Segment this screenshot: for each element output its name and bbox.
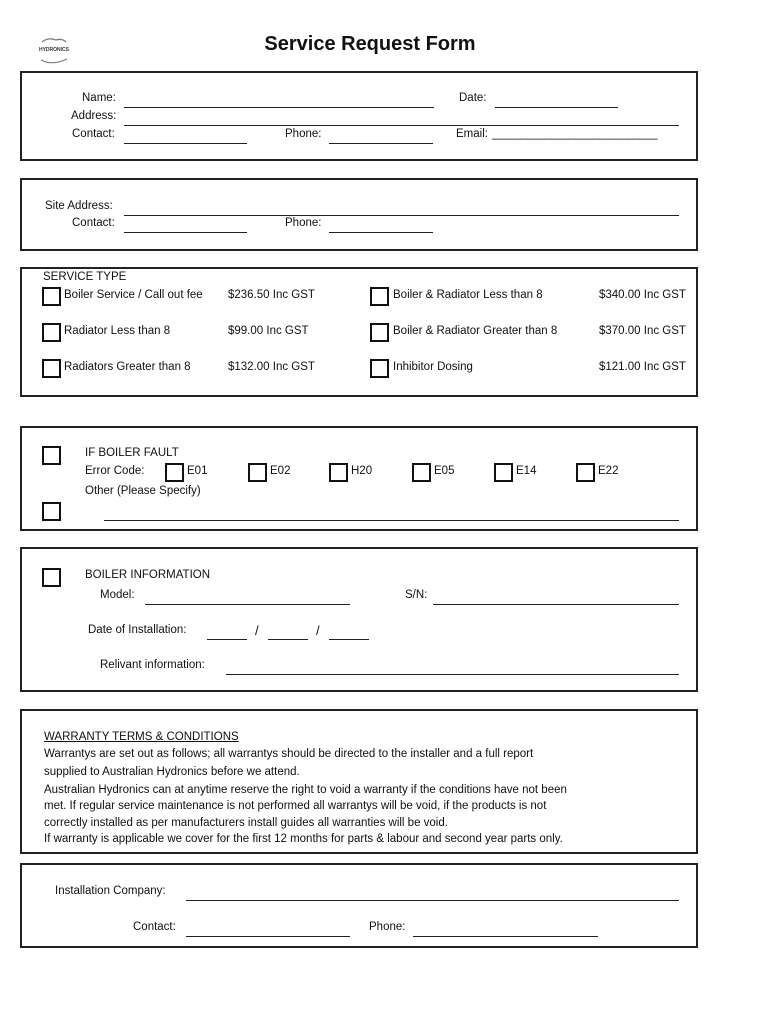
sn-field[interactable] [433, 604, 679, 605]
phone-label: Phone: [285, 128, 322, 140]
site-phone-label: Phone: [285, 217, 322, 229]
date-separator: / [316, 623, 320, 638]
error-code: E14 [516, 465, 537, 477]
email-label: Email: [456, 128, 488, 140]
service-type-heading: SERVICE TYPE [43, 271, 127, 283]
installation-company-label: Installation Company: [55, 885, 166, 897]
logo-text: HYDRONICS [38, 47, 70, 53]
contact-label: Contact: [72, 128, 115, 140]
boiler-information-section [20, 547, 698, 692]
customer-details-section [20, 71, 698, 161]
boiler-fault-section [20, 426, 698, 531]
checkbox-boiler-radiator-greater-8[interactable] [370, 323, 389, 342]
service-price: $121.00 Inc GST [599, 361, 686, 373]
install-date-label: Date of Installation: [88, 624, 187, 636]
installation-company-field[interactable] [186, 900, 679, 901]
warranty-text-line: supplied to Australian Hydronics before we attend. [44, 766, 300, 778]
service-price: $340.00 Inc GST [599, 289, 686, 301]
installer-contact-label: Contact: [133, 921, 176, 933]
warranty-text-line: met. If regular service maintenance is not performed all warrantys will be void, if the products is not [44, 800, 547, 812]
warranty-section [20, 709, 698, 854]
warranty-text-line: If warranty is applicable we cover for the first 12 months for parts & labour and second year parts only. [44, 833, 563, 845]
site-address-label: Site Address: [45, 200, 113, 212]
install-day-field[interactable] [207, 639, 247, 640]
service-price: $132.00 Inc GST [228, 361, 315, 373]
site-details-section [20, 178, 698, 251]
service-label: Radiators Greater than 8 [64, 361, 191, 373]
site-contact-label: Contact: [72, 217, 115, 229]
installer-section [20, 863, 698, 948]
site-phone-field[interactable] [329, 232, 433, 233]
service-type-section [20, 267, 698, 397]
install-month-field[interactable] [268, 639, 308, 640]
model-label: Model: [100, 589, 135, 601]
installer-contact-field[interactable] [186, 936, 350, 937]
checkbox-boiler-fault[interactable] [42, 446, 61, 465]
checkbox-code-e01[interactable] [165, 463, 184, 482]
warranty-text-line: Warrantys are set out as follows; all warrantys should be directed to the installer and a full report [44, 748, 534, 760]
phone-field[interactable] [329, 143, 433, 144]
warranty-text-line: Australian Hydronics can at anytime reserve the right to void a warranty if the conditions have not been [44, 784, 567, 796]
checkbox-boiler-service[interactable] [42, 287, 61, 306]
service-price: $370.00 Inc GST [599, 325, 686, 337]
service-price: $236.50 Inc GST [228, 289, 315, 301]
site-contact-field[interactable] [124, 232, 247, 233]
installer-phone-field[interactable] [413, 936, 598, 937]
checkbox-boiler-radiator-less-8[interactable] [370, 287, 389, 306]
checkbox-code-e02[interactable] [248, 463, 267, 482]
checkbox-inhibitor-dosing[interactable] [370, 359, 389, 378]
site-address-field[interactable] [124, 215, 679, 216]
page-title: Service Request Form [264, 33, 476, 55]
error-code: E22 [598, 465, 619, 477]
error-code-label: Error Code: [85, 465, 145, 477]
name-field[interactable] [124, 107, 434, 108]
email-field[interactable]: ____________________________ [492, 128, 658, 140]
address-label: Address: [71, 110, 117, 122]
relevant-info-field[interactable] [226, 674, 679, 675]
warranty-heading: WARRANTY TERMS & CONDITIONS [44, 731, 239, 743]
service-label: Boiler Service / Call out fee [64, 289, 203, 301]
checkbox-radiators-greater-8[interactable] [42, 359, 61, 378]
sn-label: S/N: [405, 589, 428, 601]
other-label: Other (Please Specify) [85, 485, 201, 497]
checkbox-code-e14[interactable] [494, 463, 513, 482]
model-field[interactable] [145, 604, 350, 605]
name-label: Name: [82, 92, 116, 104]
error-code: H20 [351, 465, 373, 477]
service-label: Boiler & Radiator Greater than 8 [393, 325, 558, 337]
date-field[interactable] [495, 107, 618, 108]
checkbox-boiler-information[interactable] [42, 568, 61, 587]
service-label: Boiler & Radiator Less than 8 [393, 289, 543, 301]
error-code: E05 [434, 465, 455, 477]
checkbox-code-e05[interactable] [412, 463, 431, 482]
error-code: E02 [270, 465, 291, 477]
service-label: Inhibitor Dosing [393, 361, 473, 373]
relevant-info-label: Relivant information: [100, 659, 205, 671]
date-label: Date: [459, 92, 487, 104]
checkbox-code-h20[interactable] [329, 463, 348, 482]
service-label: Radiator Less than 8 [64, 325, 171, 337]
checkbox-other[interactable] [42, 502, 61, 521]
boiler-information-heading: BOILER INFORMATION [85, 569, 211, 581]
warranty-text-line: correctly installed as per manufacturers install guides all warranties will be void. [44, 817, 448, 829]
contact-field[interactable] [124, 143, 247, 144]
service-price: $99.00 Inc GST [228, 325, 309, 337]
boiler-fault-heading: IF BOILER FAULT [85, 447, 179, 459]
checkbox-radiator-less-8[interactable] [42, 323, 61, 342]
installer-phone-label: Phone: [369, 921, 406, 933]
date-separator: / [255, 623, 259, 638]
error-code: E01 [187, 465, 208, 477]
install-year-field[interactable] [329, 639, 369, 640]
checkbox-code-e22[interactable] [576, 463, 595, 482]
address-field[interactable] [124, 125, 679, 126]
other-specify-field[interactable] [104, 520, 679, 521]
